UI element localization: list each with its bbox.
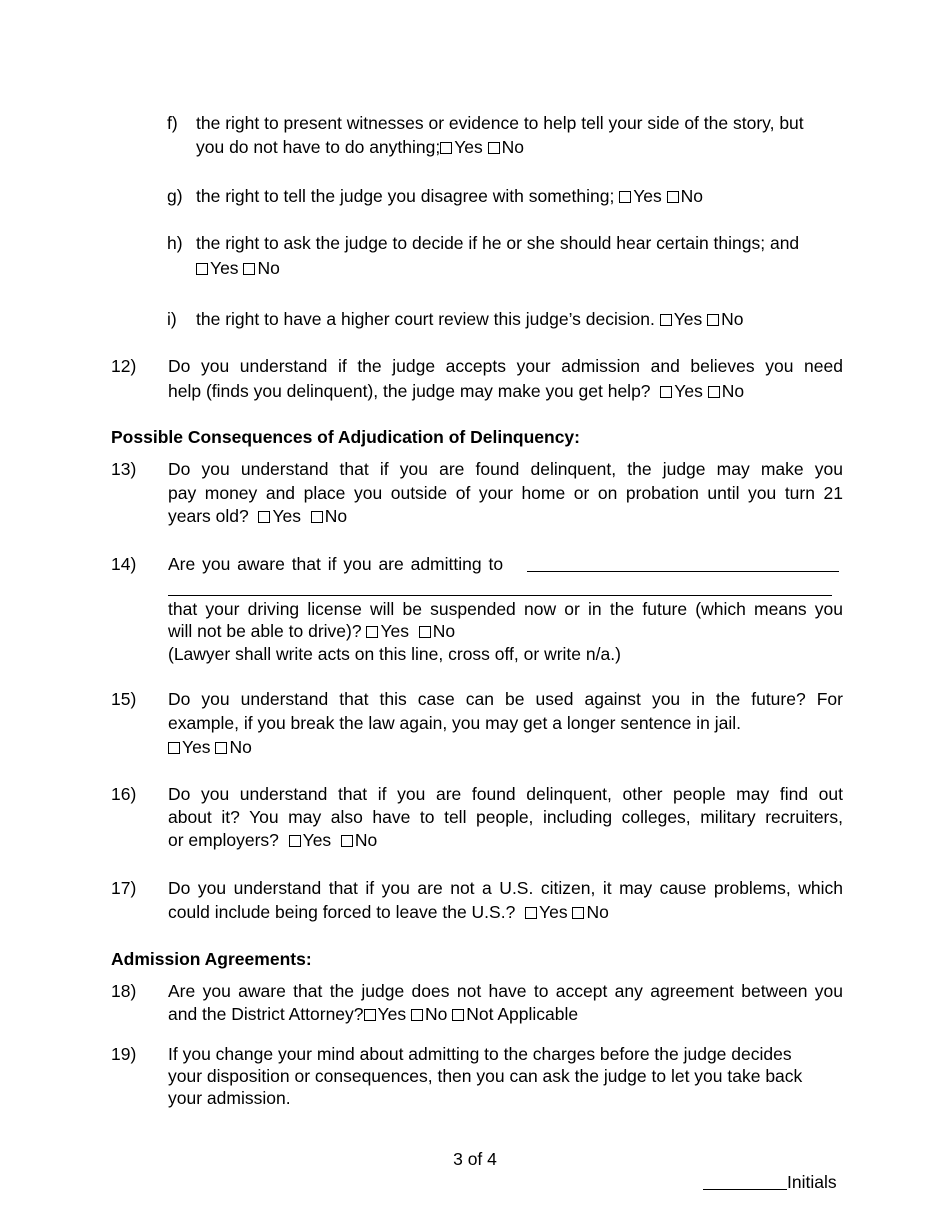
item-g-row xyxy=(196,185,703,207)
question-18-number: 18) xyxy=(111,981,137,1001)
no-label: No xyxy=(721,309,744,329)
question-18-line2: and the District Attorney? xyxy=(168,1004,364,1024)
initials-label: Initials xyxy=(787,1172,837,1192)
no-label: No xyxy=(501,137,525,157)
question-14-line1: Are you aware that if you are admitting to xyxy=(168,554,504,574)
no-label: No xyxy=(229,737,252,757)
question-15-no-checkbox[interactable] xyxy=(215,742,227,754)
item-h-text: the right to ask the judge to decide if he or she should hear certain things; and xyxy=(196,233,800,253)
question-18-row2 xyxy=(168,1003,578,1025)
question-13-line2: pay money and place you outside of your home or on probation until you turn 21 xyxy=(168,483,843,503)
question-12-yes-checkbox[interactable] xyxy=(660,386,672,398)
no-label: No xyxy=(324,506,348,526)
question-13-no-checkbox[interactable] xyxy=(311,511,323,523)
question-13-yes-checkbox[interactable] xyxy=(258,511,270,523)
no-label: No xyxy=(424,1004,448,1024)
section-heading-consequences: Possible Consequences of Adjudication of Delinquency: xyxy=(111,427,580,447)
question-19-line3: your admission. xyxy=(168,1088,291,1108)
question-16-line3: or employers? xyxy=(168,830,279,850)
admission-acts-blank-line1[interactable] xyxy=(527,555,839,572)
yes-label: Yes xyxy=(272,506,302,526)
question-13-number: 13) xyxy=(111,459,137,479)
initials-blank[interactable] xyxy=(703,1173,787,1190)
question-14-no-checkbox[interactable] xyxy=(419,626,431,638)
question-16-no-checkbox[interactable] xyxy=(341,835,353,847)
question-14-yes-checkbox[interactable] xyxy=(366,626,378,638)
item-f-yes-checkbox[interactable] xyxy=(440,142,452,154)
admission-acts-blank-line2[interactable] xyxy=(168,579,832,596)
question-17-line2: could include being forced to leave the U.S.? xyxy=(168,902,516,922)
question-17-yes-checkbox[interactable] xyxy=(525,907,537,919)
question-19-number: 19) xyxy=(111,1044,137,1064)
question-15-row3 xyxy=(168,736,252,758)
question-19-line1: If you change your mind about admitting to the charges before the judge decides xyxy=(168,1044,792,1064)
question-12-line2: help (finds you delinquent), the judge may make you get help? xyxy=(168,381,651,401)
item-f-no-checkbox[interactable] xyxy=(488,142,500,154)
item-h-no-checkbox[interactable] xyxy=(243,263,255,275)
question-16-yes-checkbox[interactable] xyxy=(289,835,301,847)
no-label: No xyxy=(354,830,378,850)
item-f-text-line1: the right to present witnesses or evidence to help tell your side of the story, but xyxy=(196,113,804,133)
question-15-line2: example, if you break the law again, you may get a longer sentence in jail. xyxy=(168,713,741,733)
no-label: No xyxy=(680,186,703,206)
item-g-marker: g) xyxy=(167,186,183,206)
question-13-line3: years old? xyxy=(168,506,249,526)
question-16-line2: about it? You may also have to tell people, including colleges, military recruiters, xyxy=(168,807,843,827)
question-16-number: 16) xyxy=(111,784,137,804)
question-14-number: 14) xyxy=(111,554,137,574)
page-number: 3 of 4 xyxy=(453,1149,497,1169)
question-18-line1: Are you aware that the judge does not have to accept any agreement between you xyxy=(168,981,843,1001)
question-17-row2 xyxy=(168,901,609,923)
question-14-row4 xyxy=(168,620,455,642)
section-heading-agreements: Admission Agreements: xyxy=(111,949,312,969)
item-g-yes-checkbox[interactable] xyxy=(619,191,631,203)
question-14-line3: that your driving license will be suspended now or in the future (which means you xyxy=(168,599,843,619)
yes-label: Yes xyxy=(539,902,568,922)
not-applicable-label: Not Applicable xyxy=(466,1004,579,1024)
yes-label: Yes xyxy=(674,381,703,401)
item-f-marker: f) xyxy=(167,113,178,133)
question-15-line1: Do you understand that this case can be used against you in the future? For xyxy=(168,689,843,709)
yes-label: Yes xyxy=(210,258,239,278)
item-g-text: the right to tell the judge you disagree with something; xyxy=(196,186,615,206)
yes-label: Yes xyxy=(454,137,483,157)
item-i-yes-checkbox[interactable] xyxy=(660,314,672,326)
question-17-line1: Do you understand that if you are not a U.S. citizen, it may cause problems, which xyxy=(168,878,843,898)
no-label: No xyxy=(721,381,745,401)
yes-label: Yes xyxy=(302,830,332,850)
yes-label: Yes xyxy=(380,621,410,641)
item-h-row2 xyxy=(196,257,280,279)
item-f-row2 xyxy=(196,136,524,158)
question-14-line5: (Lawyer shall write acts on this line, cross off, or write n/a.) xyxy=(168,644,621,664)
question-13-row3 xyxy=(168,505,347,527)
question-16-line1: Do you understand that if you are found delinquent, other people may find out xyxy=(168,784,843,804)
question-18-na-checkbox[interactable] xyxy=(452,1009,464,1021)
question-18-no-checkbox[interactable] xyxy=(411,1009,423,1021)
item-g-no-checkbox[interactable] xyxy=(667,191,679,203)
item-h-marker: h) xyxy=(167,233,183,253)
item-i-marker: i) xyxy=(167,309,177,329)
no-label: No xyxy=(257,258,280,278)
question-12-no-checkbox[interactable] xyxy=(708,386,720,398)
item-f-text-line2: you do not have to do anything; xyxy=(196,137,441,157)
yes-label: Yes xyxy=(673,309,703,329)
question-15-number: 15) xyxy=(111,689,137,709)
question-13-line1: Do you understand that if you are found delinquent, the judge may make you xyxy=(168,459,843,479)
item-i-no-checkbox[interactable] xyxy=(707,314,719,326)
question-12-number: 12) xyxy=(111,356,137,376)
no-label: No xyxy=(586,902,609,922)
question-12-line1: Do you understand if the judge accepts your admission and believes you need xyxy=(168,356,843,376)
yes-label: Yes xyxy=(377,1004,407,1024)
item-h-yes-checkbox[interactable] xyxy=(196,263,208,275)
question-18-yes-checkbox[interactable] xyxy=(364,1009,376,1021)
item-i-row xyxy=(196,308,744,330)
question-12-row2 xyxy=(168,380,744,402)
question-16-row3 xyxy=(168,829,377,851)
no-label: No xyxy=(432,621,456,641)
yes-label: Yes xyxy=(182,737,211,757)
question-19-line2: your disposition or consequences, then you can ask the judge to let you take back xyxy=(168,1066,803,1086)
question-17-no-checkbox[interactable] xyxy=(572,907,584,919)
question-17-number: 17) xyxy=(111,878,137,898)
question-15-yes-checkbox[interactable] xyxy=(168,742,180,754)
yes-label: Yes xyxy=(633,186,662,206)
item-i-text: the right to have a higher court review this judge’s decision. xyxy=(196,309,655,329)
question-14-line4: will not be able to drive)? xyxy=(168,621,362,641)
